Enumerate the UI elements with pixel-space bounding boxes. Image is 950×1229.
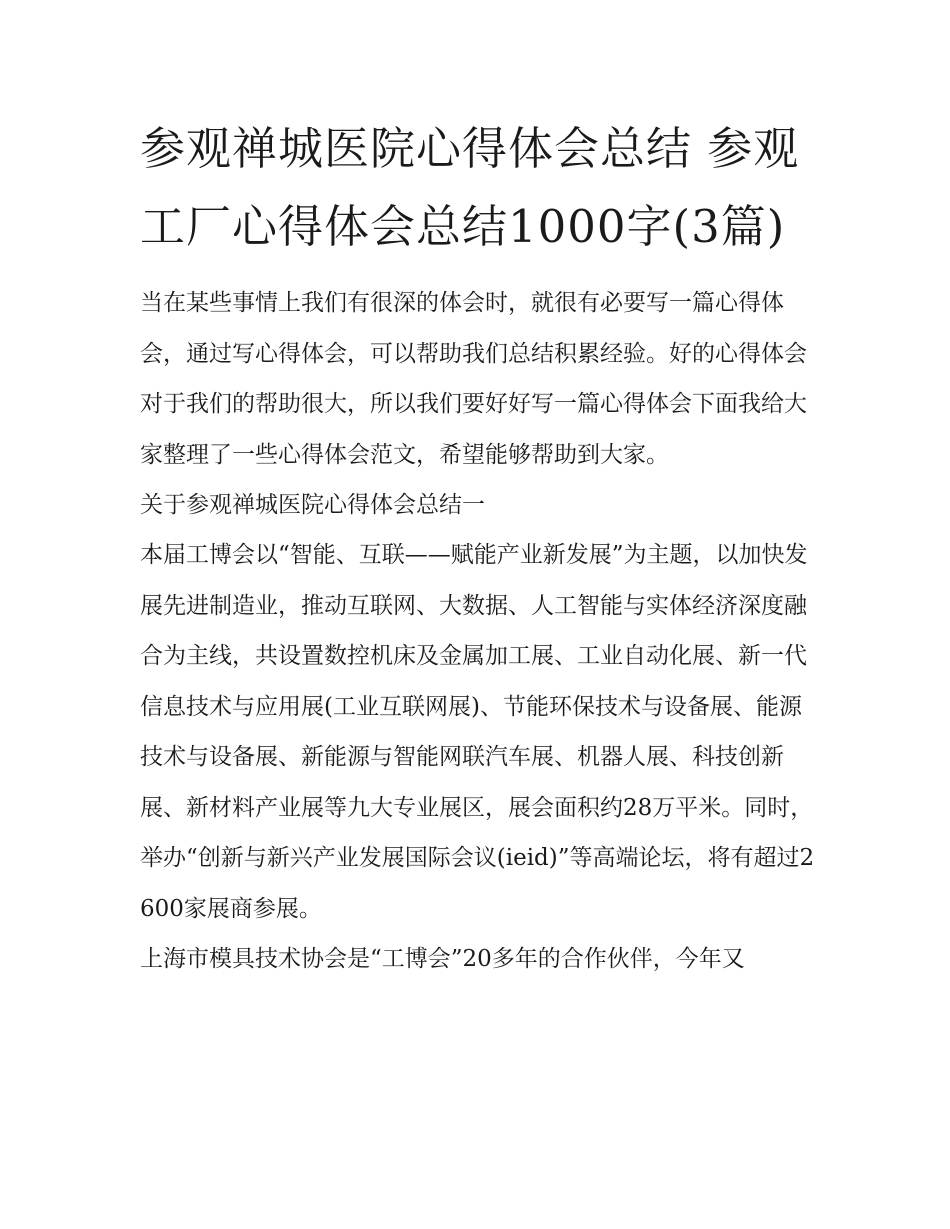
intro-paragraph: 当在某些事情上我们有很深的体会时，就很有必要写一篇心得体会，通过写心得体会，可以帮助我们总结积累经验。好的心得体会对于我们的帮助很大，所以我们要好好写一篇心得体会下面我给大家整理了一些心得体会范文，希望能够帮助到大家。 (140, 290, 807, 468)
body-paragraph-continued: 上海市模具技术协会是“工博会”20多年的合作伙伴，今年又 (140, 946, 745, 972)
document-title: 参观禅城医院心得体会总结 参观工厂心得体会总结1000字(3篇) (140, 122, 800, 253)
document-page (140, 110, 815, 985)
section-heading: 关于参观禅城医院心得体会总结一 (140, 492, 485, 518)
body-paragraph: 本届工博会以“智能、互联——赋能产业新发展”为主题，以加快发展先进制造业，推动互联网、大数据、人工智能与实体经济深度融合为主线，共设置数控机床及金属加工展、工业自动化展、新一代信息技术与应用展(工业互联网展)、节能环保技术与设备展、能源技术与设备展、新能源与智能网联汽车展、机器人展、科技创新展、新材料产业展等九大专业展区，展会面积约28万平米。同时，举办“创新与新兴产业发展国际会议(ieid)”等高端论坛，将有超过2600家展商参展。 (140, 542, 815, 922)
